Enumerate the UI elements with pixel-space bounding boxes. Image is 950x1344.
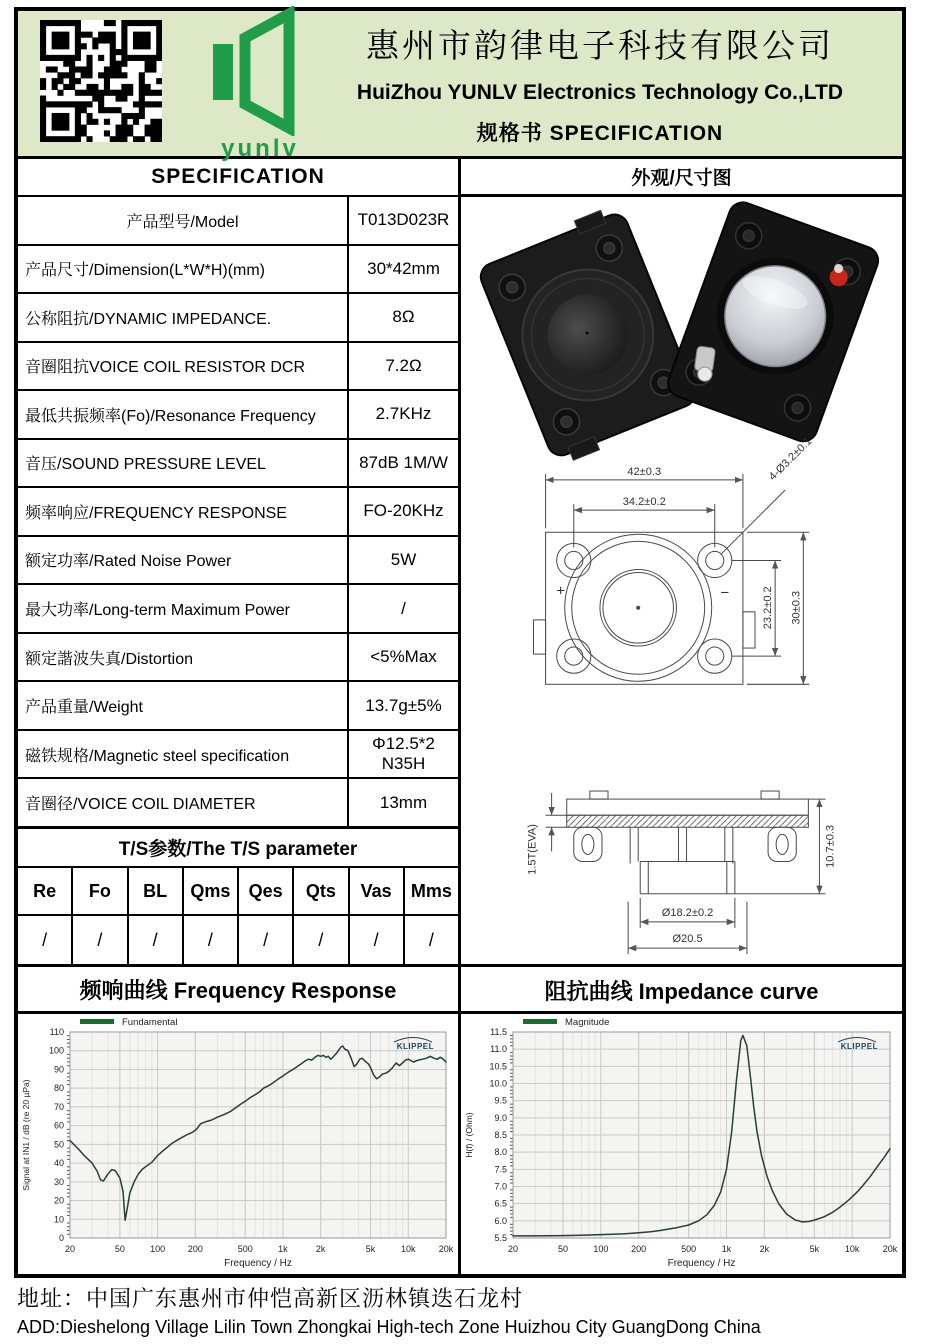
ts-header-cell: BL xyxy=(129,868,184,914)
spec-table-title: SPECIFICATION xyxy=(18,159,458,197)
svg-text:500: 500 xyxy=(237,1244,253,1254)
svg-text:Signal at IN1 / dB (re 20 µPa): Signal at IN1 / dB (re 20 µPa) xyxy=(21,1079,31,1191)
ts-value-cell: / xyxy=(294,916,349,964)
frequency-response-chart xyxy=(18,1014,458,1274)
svg-text:70: 70 xyxy=(53,1101,64,1112)
spec-row-value: 7.2Ω xyxy=(385,355,422,375)
impedance-curve-chart xyxy=(461,1014,902,1274)
logo-text: yunlv xyxy=(221,135,299,162)
svg-text:50: 50 xyxy=(558,1244,569,1254)
svg-text:Frequency / Hz: Frequency / Hz xyxy=(667,1258,736,1269)
svg-text:80: 80 xyxy=(53,1083,64,1094)
svg-text:10k: 10k xyxy=(844,1244,860,1254)
dim-width-outer: 42±0.3 xyxy=(627,465,662,478)
spec-row-value: Φ12.5*2 N35H xyxy=(372,734,435,774)
drawing-panel-title: 外观/尺寸图 xyxy=(461,159,902,197)
spec-row-label: 音圈阻抗VOICE COIL RESISTOR DCR xyxy=(18,343,349,390)
spec-row-value: <5%Max xyxy=(370,647,437,667)
svg-text:20: 20 xyxy=(507,1244,519,1254)
ts-header-cell: Re xyxy=(18,868,73,914)
spec-row-label: 最大功率/Long-term Maximum Power xyxy=(18,585,349,632)
spec-row-label: 磁铁规格/Magnetic steel specification xyxy=(18,731,349,778)
ts-value-cell: / xyxy=(73,916,128,964)
address-en: ADD:Dieshelong Village Lilin Town Zhongkai High-tech Zone Huizhou City GuangDong China xyxy=(17,1317,761,1337)
svg-text:2k: 2k xyxy=(759,1244,770,1254)
frequency-response-title: 频响曲线 Frequency Response xyxy=(18,967,458,1014)
product-drawings xyxy=(461,197,902,972)
svg-text:Fundamental: Fundamental xyxy=(122,1017,178,1028)
footer xyxy=(17,1282,761,1338)
spec-row xyxy=(18,731,458,780)
spec-row-value: 13mm xyxy=(379,792,428,812)
svg-text:7.0: 7.0 xyxy=(494,1181,507,1192)
company-logo xyxy=(176,6,344,162)
svg-text:100: 100 xyxy=(150,1244,166,1254)
svg-text:10k: 10k xyxy=(401,1244,416,1254)
ts-value-cell: / xyxy=(350,916,405,964)
header-titles xyxy=(344,20,902,147)
dim-dia-outer: Ø20.5 xyxy=(672,933,703,946)
spec-row-value: T013D023R xyxy=(357,210,450,230)
spec-column xyxy=(18,159,461,964)
ts-header-cell: Fo xyxy=(73,868,128,914)
header xyxy=(18,11,902,162)
svg-text:20k: 20k xyxy=(438,1244,454,1254)
impedance-curve-box xyxy=(461,967,902,1274)
drawing-column xyxy=(461,159,902,964)
svg-text:0: 0 xyxy=(58,1233,64,1243)
ts-header-cell: Qes xyxy=(239,868,294,914)
qr-code xyxy=(40,20,162,147)
dim-dia-inner: Ø18.2±0.2 xyxy=(661,906,714,919)
ts-values-row xyxy=(18,916,458,964)
svg-text:6.0: 6.0 xyxy=(494,1215,507,1226)
doc-type: 规格书 SPECIFICATION xyxy=(476,122,724,145)
svg-text:10.5: 10.5 xyxy=(489,1061,507,1072)
spec-table xyxy=(18,197,458,826)
company-name-cn: 惠州市韵律电子科技有限公司 xyxy=(366,29,834,65)
svg-text:5.5: 5.5 xyxy=(494,1233,507,1243)
dim-height-inner: 23.2±0.2 xyxy=(762,586,775,630)
spec-row xyxy=(18,197,458,246)
polarity-plus: + xyxy=(556,582,566,600)
polarity-minus: − xyxy=(720,584,730,602)
spec-row-label: 额定諧波失真/Distortion xyxy=(18,634,349,681)
spec-row xyxy=(18,585,458,634)
svg-text:Magnitude: Magnitude xyxy=(565,1017,610,1028)
svg-text:200: 200 xyxy=(631,1244,647,1254)
svg-text:8.5: 8.5 xyxy=(494,1130,507,1140)
dim-holes: 4-Ø3.2±0.1 xyxy=(766,435,815,484)
spec-row-value: 5W xyxy=(390,549,417,569)
ts-table-title: T/S参数/The T/S parameter xyxy=(18,826,458,868)
spec-row xyxy=(18,246,458,295)
spec-row-value: / xyxy=(401,598,406,618)
dim-total-height: 10.7±0.3 xyxy=(824,824,837,868)
svg-text:50: 50 xyxy=(114,1244,125,1254)
svg-text:H(f) / (Ohm): H(f) / (Ohm) xyxy=(464,1112,474,1158)
ts-value-cell: / xyxy=(239,916,294,964)
spec-row-label: 最低共振频率(Fo)/Resonance Frequency xyxy=(18,391,349,438)
main-section xyxy=(18,159,902,967)
svg-text:1k: 1k xyxy=(278,1244,288,1254)
svg-text:9.0: 9.0 xyxy=(494,1112,507,1123)
ts-header-row xyxy=(18,868,458,916)
dim-gasket: 1.5T(EVA) xyxy=(526,824,539,875)
spec-row xyxy=(18,537,458,586)
front-view-drawing xyxy=(533,435,814,684)
spec-row-value: 87dB 1M/W xyxy=(359,452,448,472)
spec-row xyxy=(18,294,458,343)
svg-text:2k: 2k xyxy=(315,1244,326,1254)
svg-text:9.5: 9.5 xyxy=(494,1095,507,1106)
spec-row xyxy=(18,343,458,392)
svg-text:8.0: 8.0 xyxy=(494,1147,507,1158)
ts-value-cell: / xyxy=(184,916,239,964)
spec-row-label: 额定功率/Rated Noise Power xyxy=(18,537,349,584)
svg-text:1k: 1k xyxy=(721,1244,732,1254)
dim-height-outer: 30±0.3 xyxy=(790,590,803,625)
spec-row xyxy=(18,440,458,489)
logo-wordmark xyxy=(185,136,335,162)
ts-value-cell: / xyxy=(129,916,184,964)
svg-text:7.5: 7.5 xyxy=(494,1164,507,1175)
spec-row-label: 音圈径/VOICE COIL DIAMETER xyxy=(18,779,349,826)
svg-text:6.5: 6.5 xyxy=(494,1198,507,1209)
ts-value-cell: / xyxy=(18,916,73,964)
svg-text:11.5: 11.5 xyxy=(490,1027,507,1037)
svg-text:20k: 20k xyxy=(882,1244,898,1254)
svg-text:200: 200 xyxy=(187,1244,203,1254)
svg-text:Frequency / Hz: Frequency / Hz xyxy=(224,1258,292,1269)
svg-text:11.0: 11.0 xyxy=(490,1044,507,1055)
frequency-response-box xyxy=(18,967,461,1274)
spec-row-value: 2.7KHz xyxy=(375,404,432,424)
spec-row-label: 音压/SOUND PRESSURE LEVEL xyxy=(18,440,349,487)
svg-text:10: 10 xyxy=(53,1214,64,1225)
address-cn: 地址：中国广东惠州市仲恺高新区沥林镇迭石龙村 xyxy=(17,1286,524,1311)
spec-row xyxy=(18,488,458,537)
impedance-curve-title: 阻抗曲线 Impedance curve xyxy=(461,967,902,1014)
document-frame xyxy=(14,7,906,1278)
svg-text:50: 50 xyxy=(53,1139,64,1150)
company-name-en: HuiZhou YUNLV Electronics Technology Co.,LTD xyxy=(356,81,844,104)
product-photo-back xyxy=(664,198,882,445)
drawing-panel xyxy=(461,197,902,972)
spec-row-value: 13.7g±5% xyxy=(365,695,442,715)
spec-row xyxy=(18,634,458,683)
side-view-drawing xyxy=(527,791,837,954)
spec-row-value: 8Ω xyxy=(392,307,415,327)
dim-width-inner: 34.2±0.2 xyxy=(622,496,666,509)
spec-row-label: 产品尺寸/Dimension(L*W*H)(mm) xyxy=(18,246,349,293)
spec-row xyxy=(18,391,458,440)
svg-text:30: 30 xyxy=(53,1176,64,1187)
ts-value-cell: / xyxy=(428,929,434,950)
spec-row-label: 产品重量/Weight xyxy=(18,682,349,729)
spec-row-label: 频率响应/FREQUENCY RESPONSE xyxy=(18,488,349,535)
svg-text:5k: 5k xyxy=(365,1244,376,1254)
svg-text:60: 60 xyxy=(53,1120,64,1131)
spec-row xyxy=(18,779,458,826)
spec-row-value: 30*42mm xyxy=(367,258,440,278)
svg-text:90: 90 xyxy=(53,1064,64,1075)
svg-text:20: 20 xyxy=(64,1244,76,1254)
charts-section xyxy=(18,967,902,1274)
product-photo-front xyxy=(474,203,703,467)
svg-text:500: 500 xyxy=(681,1244,697,1254)
ts-header-cell: Vas xyxy=(350,868,405,914)
svg-text:20: 20 xyxy=(53,1195,64,1206)
spec-row xyxy=(18,682,458,731)
svg-text:KLIPPEL: KLIPPEL xyxy=(840,1042,878,1051)
svg-text:110: 110 xyxy=(49,1027,64,1037)
ts-header-cell: Qts xyxy=(294,868,349,914)
spec-row-value: FO-20KHz xyxy=(363,501,444,521)
svg-text:100: 100 xyxy=(593,1244,609,1254)
speaker-logo-icon xyxy=(185,6,335,136)
svg-text:100: 100 xyxy=(48,1045,64,1056)
svg-text:KLIPPEL: KLIPPEL xyxy=(396,1042,434,1051)
ts-header-cell: Qms xyxy=(184,868,239,914)
svg-text:40: 40 xyxy=(53,1158,64,1169)
spec-row-label: 公称阻抗/DYNAMIC IMPEDANCE. xyxy=(18,294,349,341)
svg-text:5k: 5k xyxy=(809,1244,820,1254)
ts-header-cell: Mms xyxy=(410,880,452,901)
svg-text:10.0: 10.0 xyxy=(489,1078,507,1089)
spec-row-label: 产品型号/Model xyxy=(18,197,349,244)
